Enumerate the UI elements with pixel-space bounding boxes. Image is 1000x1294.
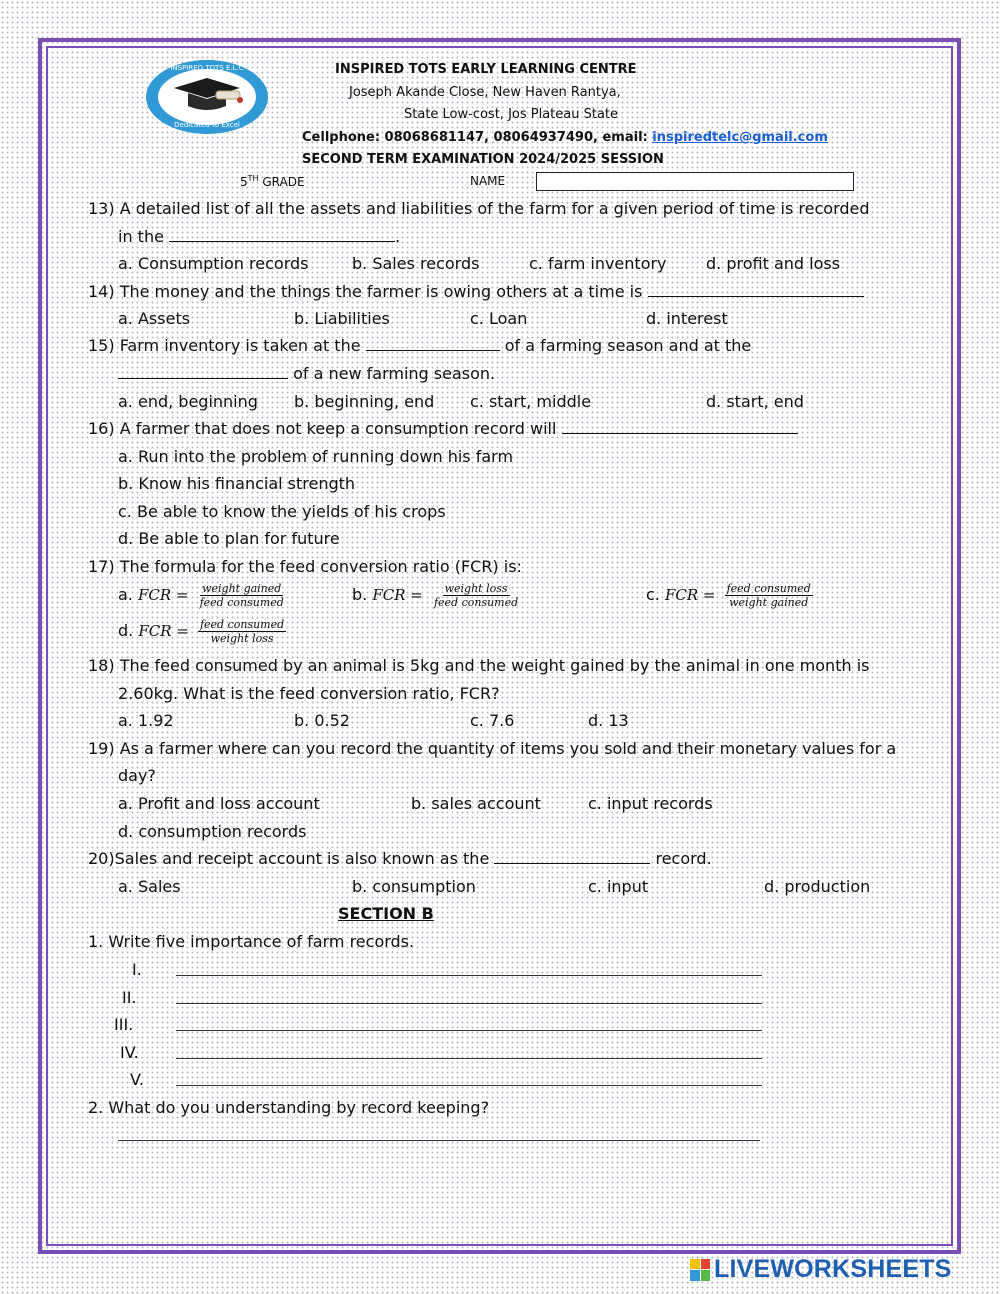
q19-text-line-1: 19) As a farmer where can you record the quantity of items you sold and their monetary values for a <box>88 739 897 758</box>
liveworksheets-text: LIVEWORKSHEETS <box>714 1255 952 1283</box>
logo-square-red <box>701 1259 711 1270</box>
q13-text-line-1: 13) A detailed list of all the assets and liabilities of the farm for a given period of time is recorded <box>88 199 870 218</box>
q17-option-a-denominator: feed consumed <box>199 596 284 609</box>
q15-option-c[interactable]: c. start, middle <box>470 392 592 411</box>
q17-option-b-fraction <box>432 582 520 609</box>
grade-word: GRADE <box>262 175 305 189</box>
q18-option-d[interactable]: d. 13 <box>588 711 629 730</box>
q17-option-d-fraction <box>198 618 286 645</box>
q13-option-a[interactable]: a. Consumption records <box>118 254 309 273</box>
answer-line-2[interactable] <box>176 1003 762 1004</box>
numeral-3: III. <box>114 1015 134 1034</box>
q17-option-c-label: c. <box>646 585 660 604</box>
q19-text-line-2: day? <box>118 766 156 785</box>
q20-option-a[interactable]: a. Sales <box>118 877 181 896</box>
q16-question: 16) A farmer that does not keep a consumption record will <box>88 419 557 438</box>
q19-option-d[interactable]: d. consumption records <box>118 822 307 841</box>
answer-line-4[interactable] <box>176 1058 762 1059</box>
answer-line-5[interactable] <box>176 1085 762 1086</box>
liveworksheets-logo-icon <box>690 1259 710 1281</box>
grade-superscript: TH <box>247 174 259 183</box>
section-b-title: SECTION B <box>338 904 434 923</box>
section-b-q2: 2. What do you understanding by record keeping? <box>88 1098 490 1117</box>
q17-option-a-fcr: FCR = <box>137 586 189 604</box>
q20-option-c[interactable]: c. input <box>588 877 649 896</box>
numeral-4: IV. <box>120 1043 139 1062</box>
logo-square-yellow <box>690 1259 700 1270</box>
q13-text-line-2-label: in the <box>118 227 164 246</box>
q15-option-a[interactable]: a. end, beginning <box>118 392 258 411</box>
q17-option-b-numerator: weight loss <box>444 582 508 595</box>
q18-option-b[interactable]: b. 0.52 <box>294 711 350 730</box>
q14-option-d[interactable]: d. interest <box>646 309 728 328</box>
q20-option-b[interactable]: b. consumption <box>352 877 476 896</box>
answer-line-3[interactable] <box>176 1030 762 1031</box>
q15-question-end: of a new farming season. <box>293 364 496 383</box>
section-b-q1: 1. Write five importance of farm records. <box>88 932 415 951</box>
q18-text-line-1: 18) The feed consumed by an animal is 5kg and the weight gained by the animal in one month is <box>88 656 870 675</box>
q17-option-c-fraction <box>725 582 813 609</box>
q19-option-c[interactable]: c. input records <box>588 794 713 813</box>
q20-text <box>88 849 712 869</box>
grade-number: 5 <box>240 175 248 189</box>
school-name: INSPIRED TOTS EARLY LEARNING CENTRE <box>335 62 637 77</box>
answer-line-q2[interactable] <box>118 1140 760 1141</box>
q16-answer-blank[interactable] <box>562 419 798 434</box>
q18-text-line-2: 2.60kg. What is the feed conversion ratio, FCR? <box>118 684 500 703</box>
q17-option-c-denominator: weight gained <box>729 596 809 609</box>
q13-text-line-2: in the . <box>118 227 401 246</box>
name-input[interactable] <box>536 172 854 191</box>
q15-answer-blank-1[interactable] <box>366 336 500 351</box>
q13-option-d[interactable]: d. profit and loss <box>706 254 841 273</box>
q19-option-b[interactable]: b. sales account <box>411 794 541 813</box>
numeral-2: II. <box>122 988 137 1007</box>
name-label: NAME <box>470 174 506 188</box>
q17-option-a-fraction <box>198 582 286 609</box>
q14-option-c[interactable]: c. Loan <box>470 309 528 328</box>
q17-option-b[interactable] <box>352 582 520 609</box>
q20-answer-blank[interactable] <box>494 849 650 864</box>
q16-option-d[interactable]: d. Be able to plan for future <box>118 529 340 548</box>
q14-answer-blank[interactable] <box>648 282 864 297</box>
page-border-inner <box>46 46 953 1246</box>
q13-option-b[interactable]: b. Sales records <box>352 254 480 273</box>
school-contact <box>302 130 828 145</box>
q14-question: 14) The money and the things the farmer is owing others at a time is <box>88 282 643 301</box>
q17-option-b-label: b. <box>352 585 368 604</box>
school-address-line-1: Joseph Akande Close, New Haven Rantya, <box>349 85 621 100</box>
q15-option-b[interactable]: b. beginning, end <box>294 392 435 411</box>
q20-question: 20)Sales and receipt account is also known as the <box>88 849 490 868</box>
q17-option-a[interactable] <box>118 582 286 609</box>
q17-option-d-denominator: weight loss <box>210 632 274 645</box>
q14-option-a[interactable]: a. Assets <box>118 309 191 328</box>
q17-option-d-fcr: FCR = <box>138 622 189 640</box>
q20-question-end: record. <box>655 849 712 868</box>
diploma-scroll-icon <box>216 91 240 99</box>
grade-label <box>240 174 305 189</box>
q17-text: 17) The formula for the feed conversion ratio (FCR) is: <box>88 557 522 576</box>
q18-option-a[interactable]: a. 1.92 <box>118 711 174 730</box>
school-logo <box>144 58 270 136</box>
logo-square-green <box>701 1270 711 1281</box>
answer-line-1[interactable] <box>176 975 762 976</box>
q17-option-d-label: d. <box>118 621 134 640</box>
q17-option-b-denominator: feed consumed <box>433 596 519 609</box>
q17-option-d-numerator: feed consumed <box>199 618 285 631</box>
contact-text: Cellphone: 08068681147, 08064937490, email: <box>302 130 653 145</box>
q17-option-c-fcr: FCR = <box>664 586 716 604</box>
school-address-line-2: State Low-cost, Jos Plateau State <box>404 107 619 122</box>
q13-option-c[interactable]: c. farm inventory <box>529 254 667 273</box>
q16-option-b[interactable]: b. Know his financial strength <box>118 474 356 493</box>
q13-answer-blank[interactable] <box>169 227 395 242</box>
logo-ring-text: INSPIRED TOTS E.L.C <box>170 64 244 72</box>
q15-text-line-2 <box>118 364 495 384</box>
q16-option-c[interactable]: c. Be able to know the yields of his crops <box>118 502 446 521</box>
q20-option-d[interactable]: d. production <box>764 877 871 896</box>
diploma-seal-icon <box>237 97 243 103</box>
q15-option-d[interactable]: d. start, end <box>706 392 804 411</box>
q19-option-a[interactable]: a. Profit and loss account <box>118 794 320 813</box>
q17-option-d[interactable] <box>118 618 286 645</box>
q17-option-b-fcr: FCR = <box>372 586 423 604</box>
q14-option-b[interactable]: b. Liabilities <box>294 309 390 328</box>
q15-answer-blank-2[interactable] <box>118 364 288 379</box>
q17-option-a-label: a. <box>118 585 133 604</box>
liveworksheets-brand[interactable] <box>690 1255 952 1284</box>
q17-option-c[interactable] <box>646 582 813 609</box>
q17-option-c-numerator: feed consumed <box>726 582 811 595</box>
q16-text <box>88 419 798 439</box>
email-link[interactable]: inspiredtelc@gmail.com <box>652 130 828 145</box>
logo-motto: Dedicated to Excel <box>174 121 240 129</box>
q15-text-line-1 <box>88 336 751 356</box>
q17-option-a-numerator: weight gained <box>202 582 282 595</box>
q16-option-a[interactable]: a. Run into the problem of running down his farm <box>118 447 514 466</box>
numeral-5: V. <box>130 1070 144 1089</box>
exam-title: SECOND TERM EXAMINATION 2024/2025 SESSION <box>302 152 664 167</box>
q15-question-start: 15) Farm inventory is taken at the <box>88 336 361 355</box>
numeral-1: I. <box>132 960 142 979</box>
logo-square-blue <box>690 1270 700 1281</box>
q18-option-c[interactable]: c. 7.6 <box>470 711 515 730</box>
q15-question-mid: of a farming season and at the <box>504 336 752 355</box>
q14-text <box>88 282 864 302</box>
